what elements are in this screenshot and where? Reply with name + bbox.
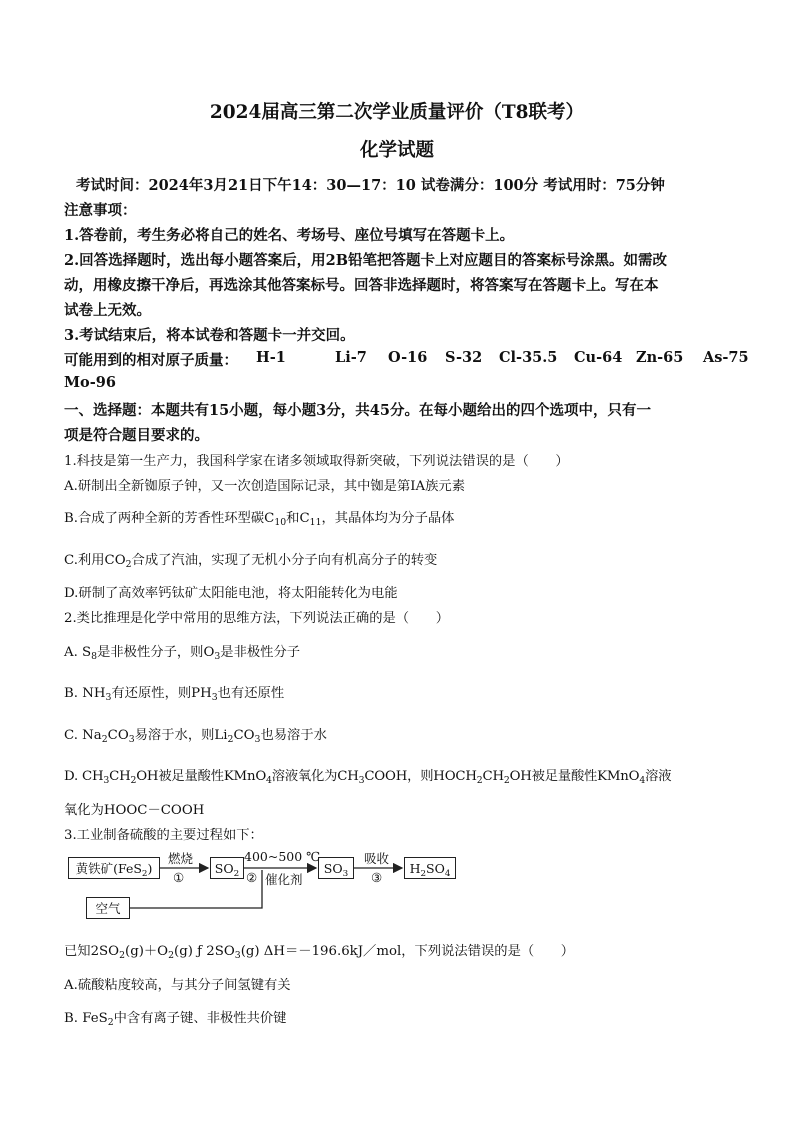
note-item: 动，用橡皮擦干净后，再选涂其他答案标号。回答非选择题时，将答案写在答题卡上。写在本 <box>64 277 659 294</box>
question-stem: 2.类比推理是化学中常用的思维方法，下列说法正确的是（ ） <box>64 611 449 626</box>
option-d-cont: 氧化为HOOC－COOH <box>64 803 205 818</box>
step2-catalyst: 催化剂 <box>265 872 303 887</box>
note-item: 试卷上无效。 <box>64 302 151 319</box>
option-b: B. $NH_3$有还原性，则$PH_3$也有还原性 <box>64 686 285 703</box>
step1-number: ① <box>173 870 185 885</box>
option-a: A.研制出全新铷原子钟，又一次创造国际记录，其中铷是第IA族元素 <box>64 479 465 494</box>
so2-box: $SO_2$ <box>210 857 244 879</box>
step2-number: ② <box>246 870 258 885</box>
section-heading: 项是符合题目要求的。 <box>64 427 209 444</box>
option-d: D.研制了高效率钙钛矿太阳能电池，将太阳能转化为电能 <box>64 586 398 601</box>
option-b: B.合成了两种全新的芳香性环型碳$C_{10}$和$C_{11}$，其晶体均为分子晶体 <box>64 511 455 528</box>
atomic-mass: As-75 <box>703 349 749 366</box>
atomic-mass-label: 可能用到的相对原子质量： <box>64 352 238 369</box>
option-d: D. $CH_3CH_2OH$被足量酸性KMnO$_4$溶液氧化为$CH_3COOH$，则$HOCH_2CH_2OH$被足量酸性KMnO$_4$溶液 <box>64 769 672 786</box>
atomic-mass: Zn-65 <box>636 349 684 366</box>
section-heading: 一、选择题：本题共有15小题，每小题3分，共45分。在每小题给出的四个选项中，只有一 <box>64 402 651 419</box>
step3-label: 吸收 <box>364 851 390 866</box>
option-c: C.利用$CO_2$合成了汽油，实现了无机小分子向有机高分子的转变 <box>64 553 438 570</box>
note-item: 2.回答选择题时，选出每小题答案后，用2B铅笔把答题卡上对应题目的答案标号涂黑。如需改 <box>64 252 667 269</box>
step2-condition: 400~500 ℃ <box>244 849 321 864</box>
notes-heading: 注意事项： <box>64 202 137 219</box>
atomic-mass: Li-7 <box>335 349 367 366</box>
option-b: B. FeS$_2$中含有离子键、非极性共价键 <box>64 1011 287 1028</box>
question-stem: 3.工业制备硫酸的主要过程如下： <box>64 828 263 843</box>
step3-number: ③ <box>371 870 383 885</box>
main-title: 2024届高三第二次学业质量评价（T8联考） <box>209 102 585 123</box>
note-item: 1.答卷前，考生务必将自己的姓名、考场号、座位号填写在答题卡上。 <box>64 227 515 244</box>
step1-label: 燃烧 <box>168 851 194 866</box>
question-stem: 1.科技是第一生产力，我国科学家在诸多领域取得新突破，下列说法错误的是（ ） <box>64 454 569 469</box>
exam-info: 考试时间：2024年3月21日下午14：30—17：10 试卷满分：100分 考试用时：75分钟 <box>76 177 665 194</box>
atomic-mass: S-32 <box>445 349 483 366</box>
atomic-mass: H-1 <box>256 349 286 366</box>
so3-box: $SO_3$ <box>318 857 354 879</box>
atomic-mass: Cu-64 <box>574 349 623 366</box>
option-a: A. $S_8$是非极性分子，则$O_3$是非极性分子 <box>64 645 301 662</box>
subject-title: 化学试题 <box>359 140 434 161</box>
pyrite-box: 黄铁矿(FeS$_2$) <box>68 857 160 879</box>
atomic-mass: O-16 <box>388 349 428 366</box>
reaction-condition: 已知$2SO_2(g)+O_2(g)$ ƒ $2SO_3(g)$ ΔH＝－196.6kJ／mol，下列说法错误的是（ ） <box>64 944 575 961</box>
option-a: A.硫酸粘度较高，与其分子间氢键有关 <box>64 978 291 993</box>
note-item: 3.考试结束后，将本试卷和答题卡一并交回。 <box>64 327 355 344</box>
atomic-mass: Mo-96 <box>64 374 116 391</box>
air-box: 空气 <box>86 897 130 919</box>
h2so4-box: $H_2SO_4$ <box>404 857 456 879</box>
atomic-mass: Cl-35.5 <box>499 349 558 366</box>
option-c: C. $Na_2CO_3$易溶于水，则$Li_2CO_3$也易溶于水 <box>64 728 327 745</box>
